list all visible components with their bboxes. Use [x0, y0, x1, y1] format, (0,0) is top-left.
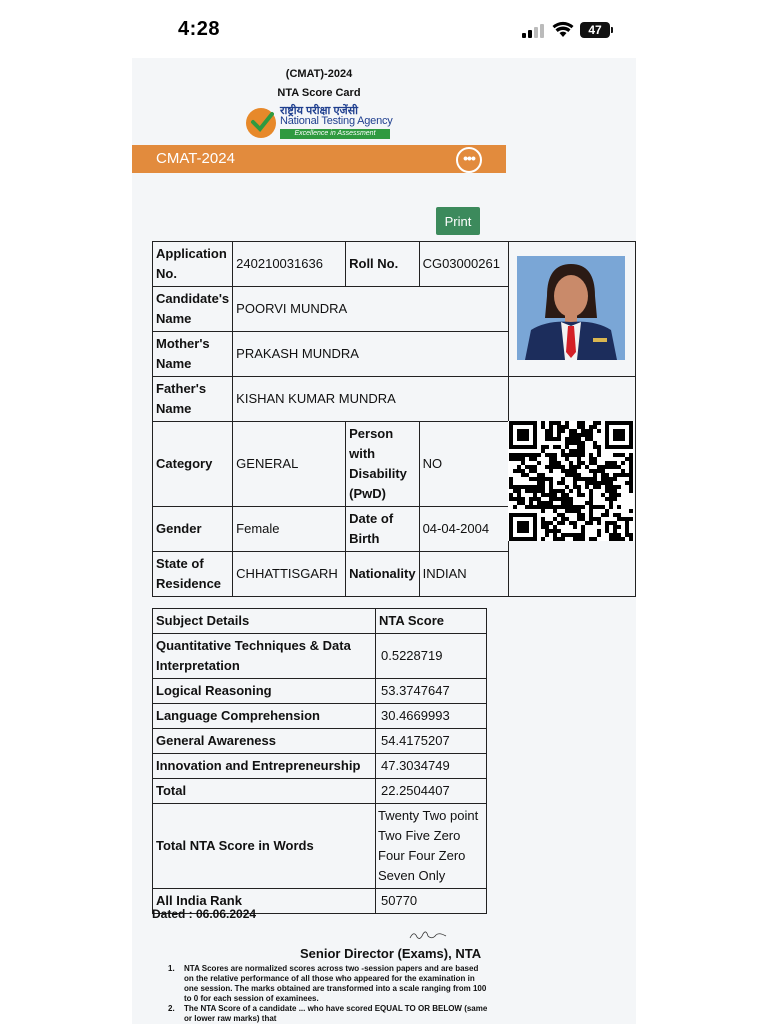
subject-total: Total [153, 779, 376, 804]
score-card-page[interactable] [132, 58, 636, 1024]
father-name-value: KISHAN KUMAR MUNDRA [233, 377, 508, 422]
note-item [168, 1004, 488, 1024]
score-table [152, 608, 487, 914]
subject-quantitative: Quantitative Techniques & Data Interpretation [153, 634, 376, 679]
application-no-value: 240210031636 [233, 242, 346, 287]
note-number: 1. [168, 964, 175, 973]
note-number: 2. [168, 1004, 175, 1013]
score-card-title: NTA Score Card [277, 87, 361, 99]
notes-list [168, 964, 488, 1024]
roll-no-value: CG03000261 [419, 242, 508, 287]
subject-general-awareness: General Awareness [153, 729, 376, 754]
checkmark-icon [250, 110, 274, 132]
pwd-value: NO [419, 422, 508, 507]
score-header: NTA Score [376, 609, 487, 634]
score-total-words: Twenty Two point Two Five Zero Four Four Zero Seven Only [376, 804, 487, 889]
wifi-icon [552, 20, 574, 38]
roll-no-label: Roll No. [346, 242, 419, 287]
score-logical: 53.3747647 [376, 679, 487, 704]
dated-text: Dated : 06.06.2024 [152, 907, 257, 921]
logo-english-text: National Testing Agency [280, 115, 393, 127]
nta-logo [246, 102, 396, 142]
status-time: 4:28 [178, 18, 221, 40]
subject-all-india-rank: All India Rank [153, 889, 376, 914]
application-no-label: Application No. [153, 242, 233, 287]
subject-total-words: Total NTA Score in Words [153, 804, 376, 889]
more-options-icon[interactable]: ••• [456, 147, 482, 173]
battery-icon: 47 [580, 22, 610, 38]
status-bar [0, 0, 768, 60]
subject-header: Subject Details [153, 609, 376, 634]
subject-innovation: Innovation and Entrepreneurship [153, 754, 376, 779]
candidate-name-value: POORVI MUNDRA [233, 287, 508, 332]
mother-name-label: Mother's Name [153, 332, 233, 377]
note-text: The NTA Score of a candidate ... who have scored EQUAL TO OR BELOW (same or lower raw marks) that [184, 1004, 488, 1023]
pwd-label: Person with Disability (PwD) [346, 422, 419, 507]
state-value: CHHATTISGARH [233, 552, 346, 597]
candidate-name-label: Candidate's Name [153, 287, 233, 332]
score-quantitative: 0.5228719 [376, 634, 487, 679]
nationality-label: Nationality [346, 552, 419, 597]
exam-banner [132, 145, 506, 173]
qr-code [508, 421, 634, 541]
signatory-title: Senior Director (Exams), NTA [300, 946, 482, 961]
score-language: 30.4669993 [376, 704, 487, 729]
banner-title: CMAT-2024 [156, 150, 235, 167]
category-label: Category [153, 422, 233, 507]
state-label: State of Residence [153, 552, 233, 597]
subject-language: Language Comprehension [153, 704, 376, 729]
logo-hindi-text: राष्ट्रीय परीक्षा एजेंसी [280, 105, 358, 117]
score-total: 22.2504407 [376, 779, 487, 804]
note-text: NTA Scores are normalized scores across two -session papers and are based on the relative performance of all those who appeared for the examination in one session. The marks obtained are transformed into a scale ranging from 100 to 0 for each session of examinees. [184, 964, 487, 1003]
score-innovation: 47.3034749 [376, 754, 487, 779]
dob-label: Date of Birth [346, 507, 419, 552]
dob-value: 04-04-2004 [419, 507, 508, 552]
exam-title: (CMAT)-2024 [285, 68, 353, 80]
logo-tagline: Excellence in Assessment [280, 129, 390, 139]
signature [408, 928, 448, 942]
category-value: GENERAL [233, 422, 346, 507]
mother-name-value: PRAKASH MUNDRA [233, 332, 508, 377]
gender-value: Female [233, 507, 346, 552]
note-item [168, 964, 488, 1004]
print-button[interactable]: Print [436, 207, 480, 235]
candidate-photo [517, 256, 625, 360]
cellular-signal-icon [522, 22, 546, 38]
nationality-value: INDIAN [419, 552, 508, 597]
gender-label: Gender [153, 507, 233, 552]
battery-tip [611, 27, 613, 33]
score-general-awareness: 54.4175207 [376, 729, 487, 754]
subject-logical: Logical Reasoning [153, 679, 376, 704]
father-name-label: Father's Name [153, 377, 233, 422]
score-all-india-rank: 50770 [376, 889, 487, 914]
